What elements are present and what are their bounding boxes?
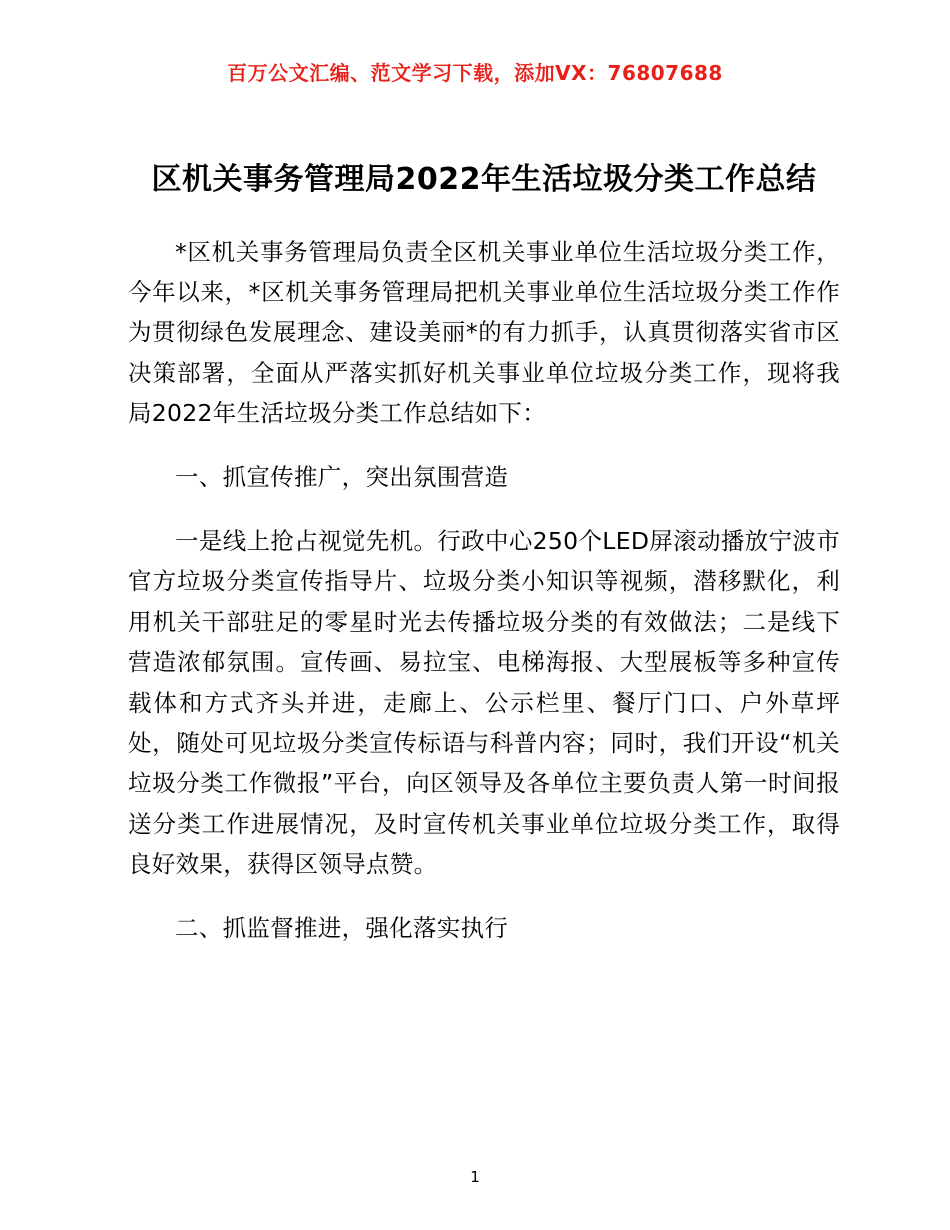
section-heading-2: 二、抓监督推进，强化落实执行 (175, 914, 509, 943)
page-number: 1 (470, 1168, 480, 1186)
paragraph-intro: *区机关事务管理局负责全区机关事业单位生活垃圾分类工作，今年以来，*区机关事务管理局把机关事业单位生活垃圾分类工作作为贯彻绿色发展理念、建设美丽*的有力抓手，认真贯彻落实省市区决策部署，全面从严落实抓好机关事业单位垃圾分类工作，现将我局2022年生活垃圾分类工作总结如下： (128, 237, 840, 428)
section-heading-1: 一、抓宣传推广，突出氛围营造 (175, 463, 509, 492)
page-title: 区机关事务管理局2022年生活垃圾分类工作总结 (151, 162, 817, 197)
paragraph-section-1: 一是线上抢占视觉先机。行政中心250个LED屏滚动播放宁波市官方垃圾分类宣传指导片、垃圾分类小知识等视频，潜移默化，利用机关干部驻足的零星时光去传播垃圾分类的有效做法；二是线下营造浓郁氛围。宣传画、易拉宝、电梯海报、大型展板等多种宣传载体和方式齐头并进，走廊上、公示栏里、餐厅门口、户外草坪处，随处可见垃圾分类宣传标语与科普内容；同时，我们开设“机关垃圾分类工作微报”平台，向区领导及各单位主要负责人第一时间报送分类工作进展情况，及时宣传机关事业单位垃圾分类工作，取得良好效果，获得区领导点赞。 (128, 526, 840, 879)
document-body (0, 158, 950, 949)
promo-banner-text: 百万公文汇编、范文学习下载，添加VX：76807688 (227, 61, 723, 85)
